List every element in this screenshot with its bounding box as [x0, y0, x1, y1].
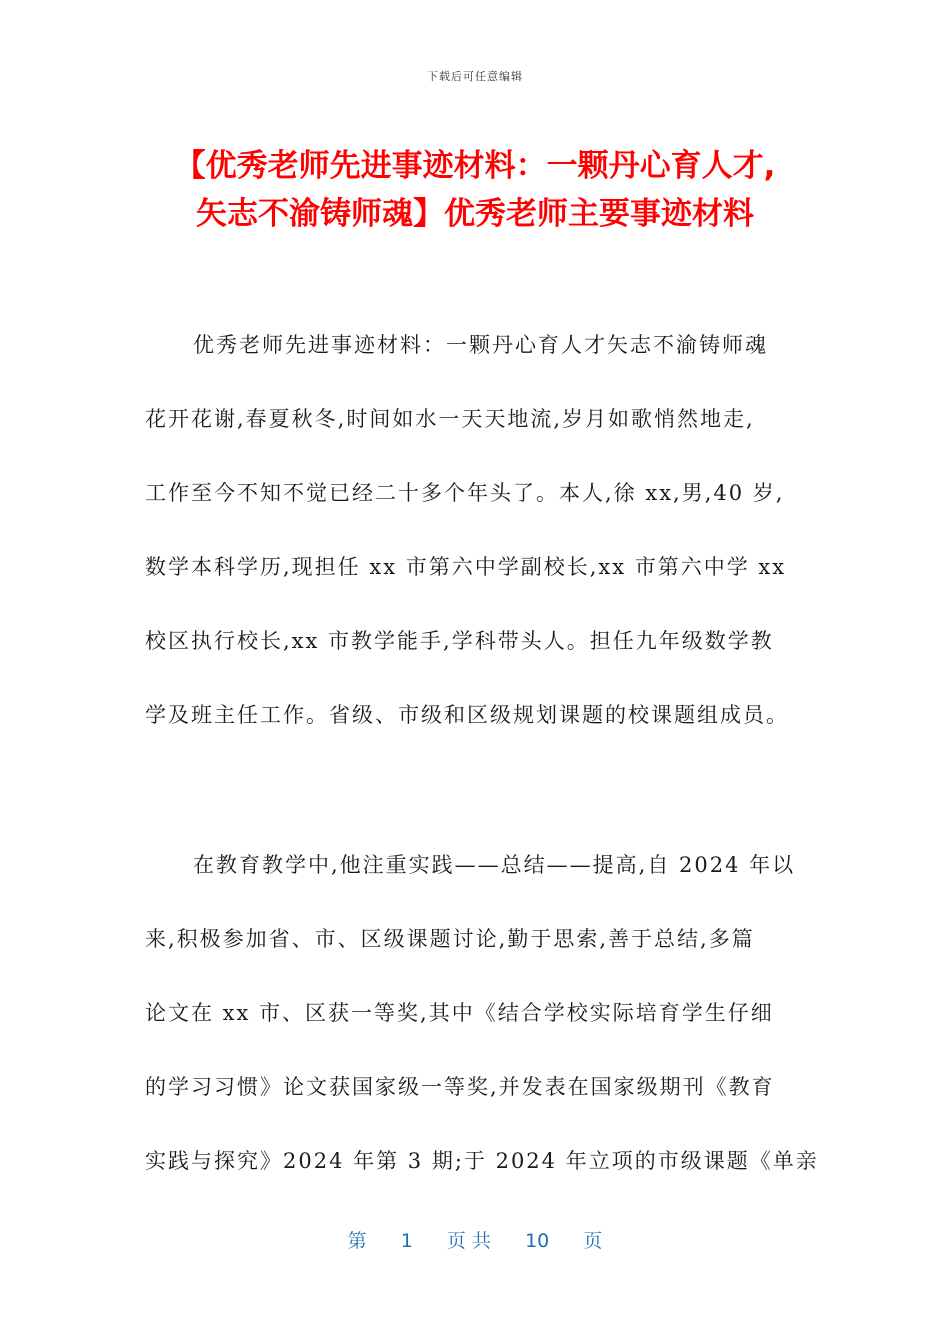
footer-total-pages: 10 [525, 1230, 550, 1252]
paragraph-1 [145, 308, 815, 752]
page-footer [0, 1226, 950, 1253]
paragraph-line: 学及班主任工作。省级、市级和区级规划课题的校课题组成员。 [145, 703, 789, 727]
header-note: 下载后可任意编辑 [427, 70, 523, 83]
footer-page-number: 1 [400, 1230, 413, 1252]
footer-page-of: 页 共 [446, 1230, 491, 1252]
paragraph-line: 的学习习惯》论文获国家级一等奖,并发表在国家级期刊《教育 [145, 1075, 775, 1099]
paragraph-line: 论文在 xx 市、区获一等奖,其中《结合学校实际培育学生仔细 [145, 1001, 774, 1025]
footer-page-suffix: 页 [583, 1230, 603, 1252]
paragraph-line: 来,积极参加省、市、区级课题讨论,勤于思索,善于总结,多篇 [145, 927, 755, 951]
footer-page-label: 第 [347, 1230, 367, 1252]
paragraph-line: 花开花谢,春夏秋冬,时间如水一天天地流,岁月如歌悄然地走, [145, 407, 755, 431]
paragraph-line: 数学本科学历,现担任 xx 市第六中学副校长,xx 市第六中学 xx [145, 555, 787, 579]
paragraph-line: 工作至今不知不觉已经二十多个年头了。本人,徐 xx,男,40 岁, [145, 481, 785, 505]
paragraph-line: 校区执行校长,xx 市教学能手,学科带头人。担任九年级数学教 [145, 629, 774, 653]
paragraph-line: 在教育教学中,他注重实践——总结——提高,自 2024 年以 [193, 853, 796, 877]
paragraph-line: 实践与探究》2024 年第 3 期;于 2024 年立项的市级课题《单亲 [145, 1149, 819, 1173]
title-line-2: 矢志不渝铸师魂】优秀老师主要事迹材料 [196, 196, 754, 232]
paragraph-2 [145, 828, 819, 1198]
paragraph-line: 优秀老师先进事迹材料：一颗丹心育人才矢志不渝铸师魂 [193, 333, 768, 357]
title-line-1: 【优秀老师先进事迹材料：一颗丹心育人才, [174, 148, 776, 184]
document-title [60, 142, 890, 238]
